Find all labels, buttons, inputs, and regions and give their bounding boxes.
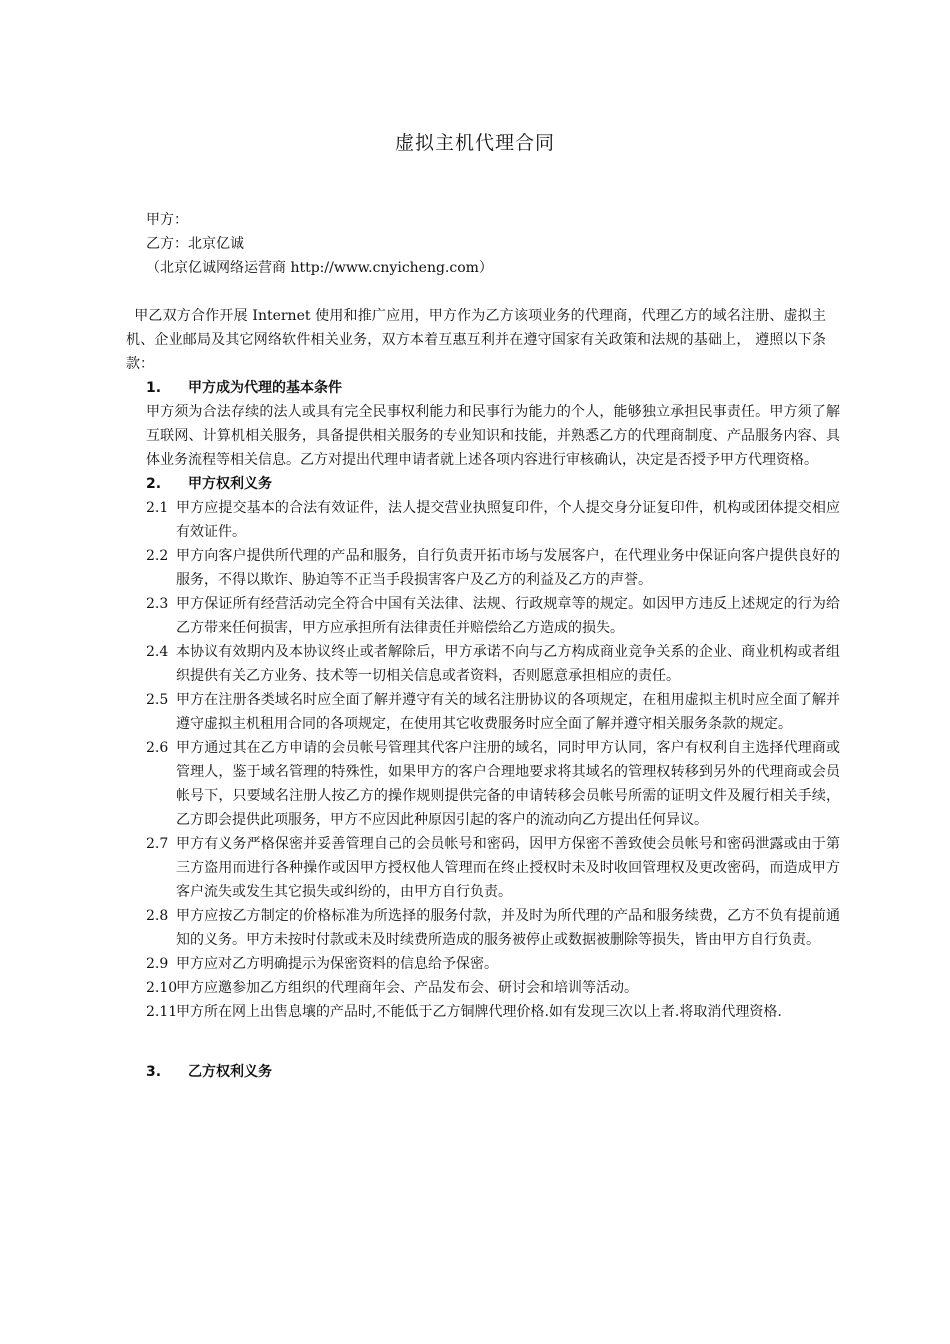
clause-2-3 (146, 592, 840, 640)
clause-text: 甲方应对乙方明确提示为保密资料的信息给予保密。 (176, 956, 498, 972)
clause-2-5 (146, 688, 840, 736)
section-3-number: 3. (146, 1064, 162, 1080)
section-3-title: 乙方权利义务 (188, 1064, 272, 1080)
clause-2-4 (146, 640, 840, 688)
intro-paragraph: 甲乙双方合作开展 Internet 使用和推广应用，甲方作为乙方该项业务的代理商，代理乙方的域名注册、虚拟主机、企业邮局及其它网络软件相关业务，双方本着互惠互利并在遵守国家有关政策和法规的基础上， 遵照以下条款： (126, 308, 826, 372)
document-title: 虚拟主机代理合同 (394, 132, 555, 154)
section-1-text: 甲方须为合法存续的法人或具有完全民事权利能力和民事行为能力的个人，能够独立承担民事责任。甲方须了解互联网、计算机相关服务，具备提供相关服务的专业知识和技能，并熟悉乙方的代理商制度、产品服务内容、具体业务流程等相关信息。乙方对提出代理申请者就上述各项内容进行审核确认，决定是否授予甲方代理资格。 (146, 404, 840, 468)
section-2-number: 2. (146, 476, 162, 492)
clause-number: 2.1 (146, 500, 169, 516)
clause-number: 2.6 (146, 740, 169, 756)
clause-2-8 (146, 904, 840, 952)
clause-text: 本协议有效期内及本协议终止或者解除后，甲方承诺不向与乙方构成商业竞争关系的企业、商业机构或者组织提供有关乙方业务、技术等一切相关信息或者资料，否则愿意承担相应的责任。 (176, 644, 840, 684)
clause-number: 2.4 (146, 644, 169, 660)
clause-number: 2.2 (146, 548, 169, 564)
clause-number: 2.8 (146, 908, 169, 924)
clause-2-11 (146, 1000, 840, 1024)
clause-number: 2.9 (146, 956, 169, 972)
clause-2-6 (146, 736, 840, 832)
section-3-heading (146, 1060, 846, 1084)
section-1-number: 1. (146, 380, 162, 396)
clause-2-2 (146, 544, 840, 592)
clause-2-10 (146, 976, 840, 1000)
clause-text: 甲方保证所有经营活动完全符合中国有关法律、法规、行政规章等的规定。如因甲方违反上述规定的行为给乙方带来任何损害，甲方应承担所有法律责任并赔偿给乙方造成的损失。 (176, 596, 840, 636)
clause-number: 2.7 (146, 836, 169, 852)
party-a-label: 甲方： (146, 212, 188, 228)
clause-text: 甲方所在网上出售息壤的产品时,不能低于乙方铜牌代理价格.如有发现三次以上者.将取消代理资格. (176, 1004, 782, 1020)
clause-text: 甲方应提交基本的合法有效证件，法人提交营业执照复印件，个人提交身分证复印件，机构或团体提交相应有效证件。 (176, 500, 840, 540)
clause-number: 2.3 (146, 596, 169, 612)
clause-2-9 (146, 952, 840, 976)
section-1-title: 甲方成为代理的基本条件 (188, 380, 342, 396)
clause-text: 甲方有义务严格保密并妥善管理自己的会员帐号和密码，因甲方保密不善致使会员帐号和密码泄露或由于第三方盗用而进行各种操作或因甲方授权他人管理而在终止授权时未及时收回管理权及更改密码，而造成甲方客户流失或发生其它损失或纠纷的，由甲方自行负责。 (176, 836, 840, 900)
party-b-note: （北京亿诚网络运营商 http://www.cnyicheng.com） (146, 260, 493, 276)
clause-number: 2.11 (146, 1004, 178, 1020)
clause-text: 甲方应按乙方制定的价格标准为所选择的服务付款，并及时为所代理的产品和服务续费，乙方不负有提前通知的义务。甲方未按时付款或未及时续费所造成的服务被停止或数据被删除等损失，皆由甲方自行负责。 (176, 908, 840, 948)
clause-2-7 (146, 832, 840, 904)
party-b-label: 乙方：北京亿诚 (146, 236, 244, 252)
clause-2-1 (146, 496, 840, 544)
clause-number: 2.10 (146, 980, 178, 996)
section-2-title: 甲方权利义务 (188, 476, 272, 492)
clause-text: 甲方通过其在乙方申请的会员帐号管理其代客户注册的域名，同时甲方认同，客户有权利自主选择代理商或管理人，鉴于域名管理的特殊性，如果甲方的客户合理地要求将其域名的管理权转移到另外的代理商或会员帐号下，只要域名注册人按乙方的操作规则提供完备的申请转移会员帐号所需的证明文件及履行相关手续，乙方即会提供此项服务，甲方不应因此种原因引起的客户的流动向乙方提出任何异议。 (176, 740, 840, 828)
section-1-heading (146, 376, 846, 400)
clause-text: 甲方应邀参加乙方组织的代理商年会、产品发布会、研讨会和培训等活动。 (176, 980, 638, 996)
clause-text: 甲方在注册各类域名时应全面了解并遵守有关的域名注册协议的各项规定，在租用虚拟主机时应全面了解并遵守虚拟主机租用合同的各项规定，在使用其它收费服务时应全面了解并遵守相关服务条款的规定。 (176, 692, 840, 732)
clause-number: 2.5 (146, 692, 169, 708)
clause-text: 甲方向客户提供所代理的产品和服务，自行负责开拓市场与发展客户，在代理业务中保证向客户提供良好的服务，不得以欺诈、胁迫等不正当手段损害客户及乙方的利益及乙方的声誉。 (176, 548, 840, 588)
section-2-heading (146, 472, 846, 496)
document-body (126, 208, 846, 1084)
